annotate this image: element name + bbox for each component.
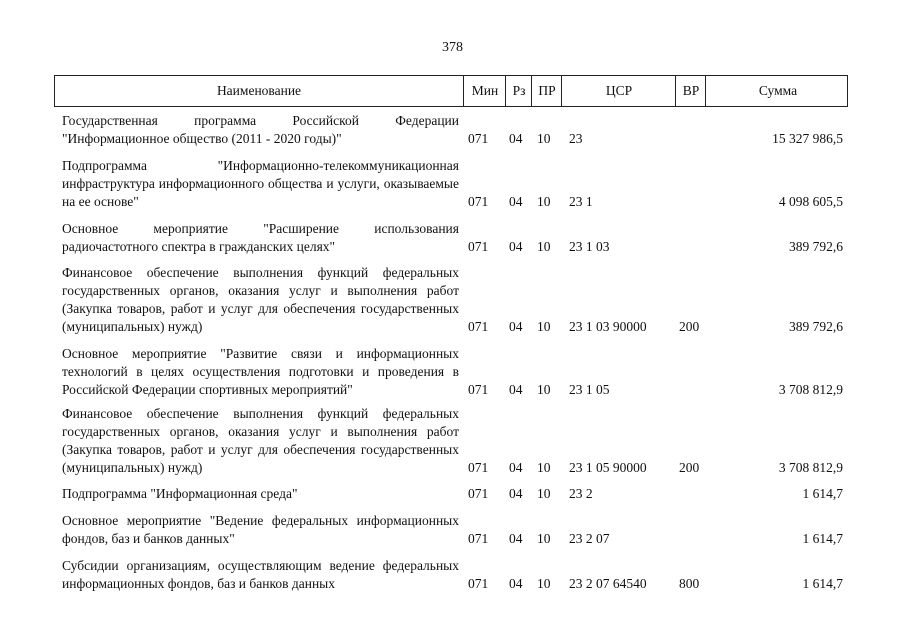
row-pr: 10: [537, 382, 551, 397]
row-csr: 23 2 07: [569, 531, 610, 546]
row-rz: 04: [509, 194, 523, 209]
row-sum: 4 098 605,5: [778, 194, 843, 209]
row-rz: 04: [509, 131, 523, 146]
row-name: Подпрограмма "Информационная среда": [62, 486, 298, 501]
row-min: 071: [468, 131, 489, 146]
row-sum: 389 792,6: [789, 239, 843, 254]
row-pr: 10: [537, 239, 551, 254]
row-min: 071: [468, 239, 489, 254]
row-rz: 04: [509, 531, 523, 546]
row-pr: 10: [537, 194, 551, 209]
row-name: Подпрограмма "Информационно-телекоммуникационная инфраструктура информационного общества и услуги, оказываемые на ее основе": [62, 158, 459, 209]
row-sum: 15 327 986,5: [772, 131, 843, 146]
header-rz: Рз: [505, 76, 532, 106]
row-rz: 04: [509, 486, 523, 501]
header-csr: ЦСР: [561, 76, 676, 106]
row-min: 071: [468, 194, 489, 209]
row-sum: 3 708 812,9: [778, 460, 843, 475]
row-min: 071: [468, 486, 489, 501]
header-sum: Сумма: [705, 76, 850, 106]
row-csr: 23: [569, 131, 583, 146]
row-pr: 10: [537, 531, 551, 546]
row-rz: 04: [509, 382, 523, 397]
row-name: Основное мероприятие "Развитие связи и информационных технологий в целях осуществления подготовки и проведения в Российской Федерации спортивных мероприятий": [62, 346, 459, 397]
row-csr: 23 2 07 64540: [569, 576, 647, 591]
row-sum: 389 792,6: [789, 319, 843, 334]
row-pr: 10: [537, 131, 551, 146]
row-min: 071: [468, 576, 489, 591]
row-pr: 10: [537, 319, 551, 334]
row-name: Основное мероприятие "Ведение федеральных информационных фондов, баз и банков данных": [62, 513, 459, 546]
row-sum: 1 614,7: [802, 486, 843, 501]
row-vr: 200: [679, 319, 700, 334]
table-header: [54, 75, 848, 107]
header-name: Наименование: [216, 83, 302, 98]
row-min: 071: [468, 382, 489, 397]
row-min: 071: [468, 319, 489, 334]
row-csr: 23 2: [569, 486, 593, 501]
row-name: Финансовое обеспечение выполнения функций федеральных государственных органов, оказания услуг и выполнения работ (Закупка товаров, работ и услуг для обеспечения государственных (муниципальных) нужд): [62, 265, 459, 334]
row-vr: 800: [679, 576, 700, 591]
header-min: Мин: [463, 76, 506, 106]
row-name: Государственная программа Российской Федерации "Информационное общество (2011 - 2020 годы)": [62, 113, 459, 146]
row-csr: 23 1 05: [569, 382, 610, 397]
row-rz: 04: [509, 319, 523, 334]
row-csr: 23 1 03: [569, 239, 610, 254]
row-sum: 1 614,7: [802, 531, 843, 546]
row-min: 071: [468, 460, 489, 475]
row-sum: 1 614,7: [802, 576, 843, 591]
row-csr: 23 1 03 90000: [569, 319, 647, 334]
page-number: 378: [442, 40, 463, 55]
row-rz: 04: [509, 460, 523, 475]
row-pr: 10: [537, 486, 551, 501]
row-name: Основное мероприятие "Расширение использования радиочастотного спектра в гражданских целях": [62, 221, 459, 254]
row-name: Субсидии организациям, осуществляющим ведение федеральных информационных фондов, баз и банков данных: [62, 558, 459, 591]
header-vr: ВР: [675, 76, 706, 106]
row-min: 071: [468, 531, 489, 546]
row-vr: 200: [679, 460, 700, 475]
row-pr: 10: [537, 460, 551, 475]
row-csr: 23 1 05 90000: [569, 460, 647, 475]
header-pr: ПР: [531, 76, 562, 106]
row-name: Финансовое обеспечение выполнения функций федеральных государственных органов, оказания услуг и выполнения работ (Закупка товаров, работ и услуг для обеспечения государственных (муниципальных) нужд): [62, 406, 459, 475]
row-csr: 23 1: [569, 194, 593, 209]
row-rz: 04: [509, 576, 523, 591]
row-rz: 04: [509, 239, 523, 254]
row-pr: 10: [537, 576, 551, 591]
row-sum: 3 708 812,9: [778, 382, 843, 397]
